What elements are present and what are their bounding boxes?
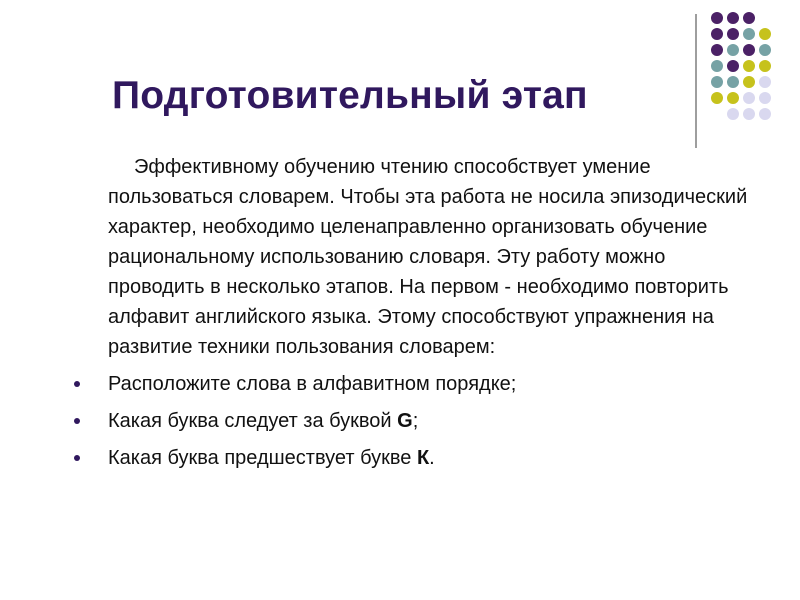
decorative-dot-grid (0, 0, 800, 140)
bullet-text: Какая буква следует за буквой (108, 410, 398, 432)
bullet-item (108, 443, 748, 473)
bullet-dot-icon (74, 381, 80, 387)
decorative-dot (711, 60, 723, 72)
decorative-dot (711, 92, 723, 104)
decorative-dot (759, 60, 771, 72)
bullet-suffix: . (429, 447, 435, 469)
decorative-dot (727, 60, 739, 72)
decorative-dot (711, 28, 723, 40)
decorative-dot (727, 76, 739, 88)
decorative-dot (743, 28, 755, 40)
bullet-item (108, 369, 748, 399)
bullet-bold-letter: G (397, 410, 413, 432)
decorative-dot (727, 92, 739, 104)
slide-title: Подготовительный этап (112, 74, 588, 117)
decorative-dot (727, 44, 739, 56)
decorative-dot (743, 108, 755, 120)
decorative-dot (743, 12, 755, 24)
decorative-dot (711, 44, 723, 56)
decorative-dot (727, 108, 739, 120)
slide-body (108, 152, 748, 473)
bullet-item (108, 406, 748, 436)
decorative-dot (759, 108, 771, 120)
bullet-dot-icon (74, 418, 80, 424)
exercise-list (108, 369, 748, 473)
bullet-dot-icon (74, 455, 80, 461)
decorative-dot (727, 28, 739, 40)
decorative-dot (711, 12, 723, 24)
decorative-dot (743, 44, 755, 56)
decorative-dot (759, 28, 771, 40)
decorative-divider-line (695, 14, 697, 148)
decorative-dot (743, 60, 755, 72)
decorative-dot (759, 44, 771, 56)
bullet-text: Какая буква предшествует букве (108, 447, 417, 469)
intro-paragraph: Эффективному обучению чтению способствует умение пользоваться словарем. Чтобы эта работа не носила эпизодический характер, необходимо целенаправленно организовать обучение рациональному использованию словаря. Эту работу можно проводить в несколько этапов. На первом - необходимо повторить алфавит английского языка. Этому способствуют упражнения на развитие техники пользования словарем: (108, 156, 748, 358)
decorative-dot (711, 76, 723, 88)
bullet-bold-letter: К (416, 447, 430, 469)
bullet-text: Расположите слова в алфавитном порядке; (108, 373, 517, 395)
bullet-suffix: ; (412, 410, 419, 432)
decorative-dot (743, 76, 755, 88)
decorative-dot (759, 92, 771, 104)
decorative-dot (727, 12, 739, 24)
decorative-dot (759, 76, 771, 88)
decorative-dot (743, 92, 755, 104)
